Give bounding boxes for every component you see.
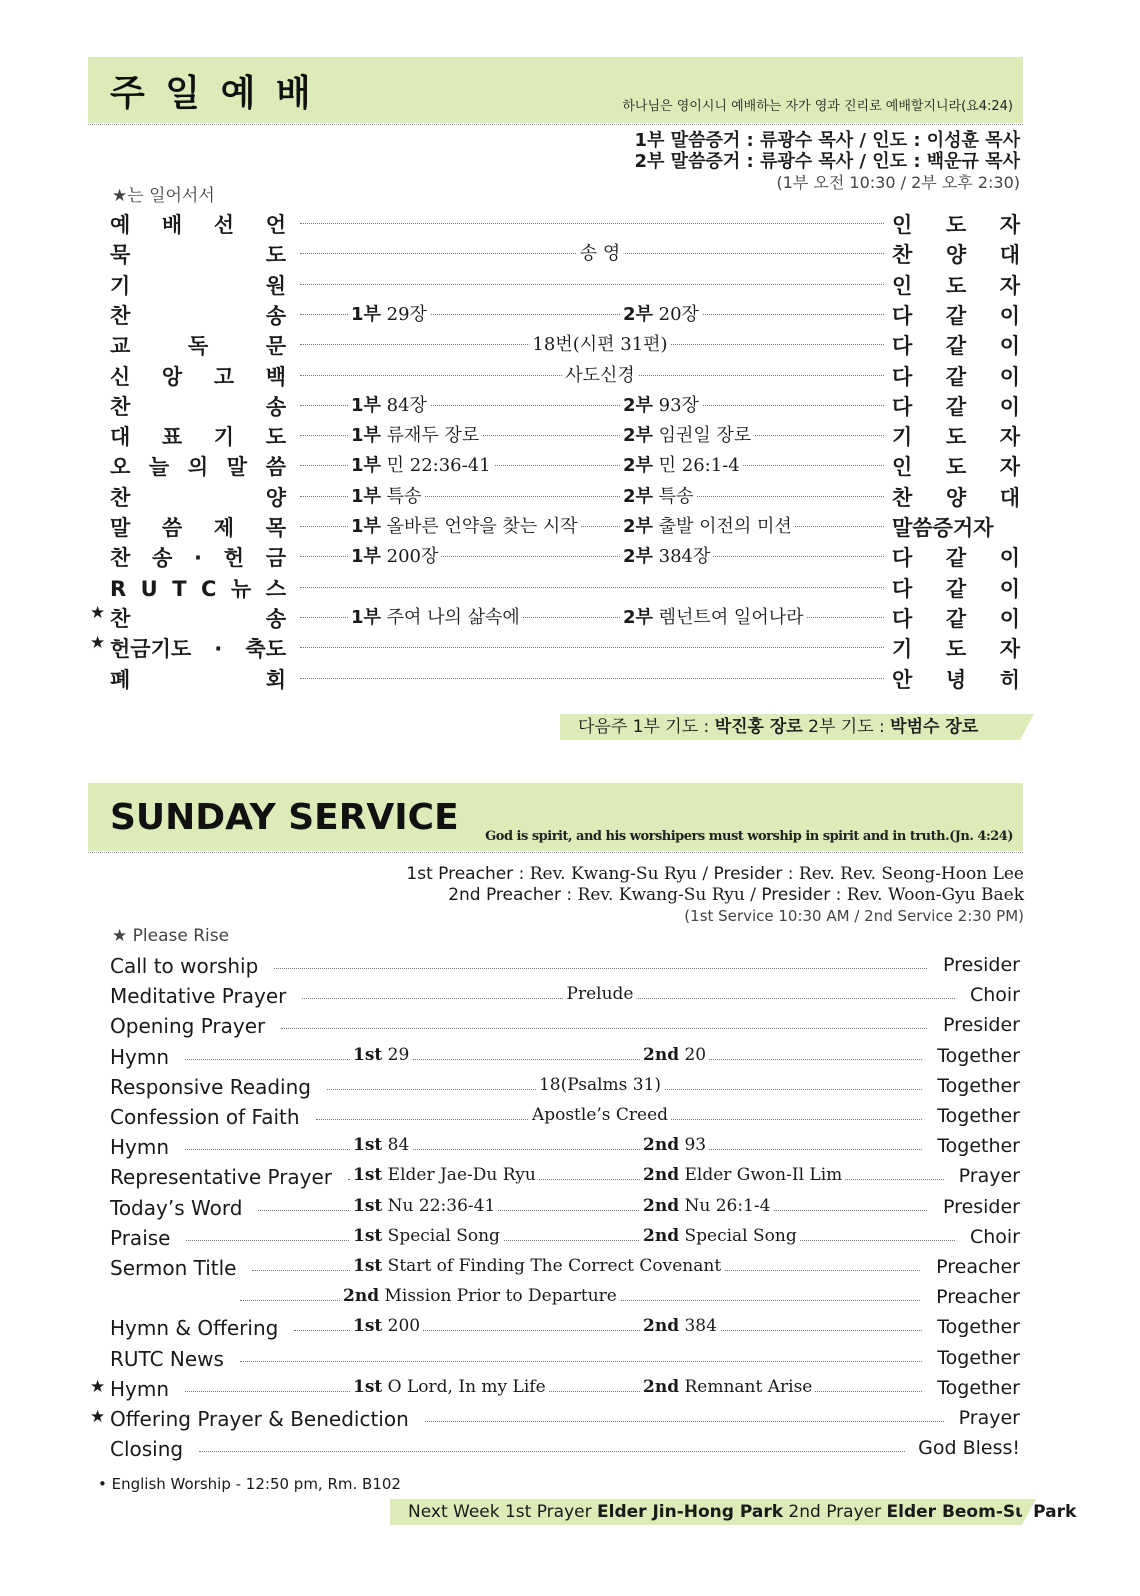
english-next-week-prefix-1: Next Week 1st Prayer — [408, 1502, 598, 1522]
en-service-row — [90, 1437, 1020, 1467]
service-item-role: Preacher — [936, 1286, 1020, 1309]
presider-1-label: Presider : — [713, 864, 799, 884]
en-service-row — [90, 954, 1020, 984]
service-item-label: 교 독 문 — [110, 334, 286, 359]
part-content: 84장 — [386, 394, 427, 416]
english-service-times: (1st Service 10:30 AM / 2nd Service 2:30 PM) — [684, 907, 1024, 925]
service-item-center-text — [536, 1075, 664, 1095]
part-content: 사도신경 — [565, 364, 635, 386]
preacher-2-label: 2nd Preacher : — [448, 885, 578, 905]
part-prefix: 2nd — [643, 1376, 680, 1397]
second-service-detail — [640, 1377, 815, 1397]
english-preacher-2 — [406, 885, 1024, 906]
en-service-row — [90, 1256, 1020, 1286]
service-item-label: Hymn — [110, 1044, 170, 1069]
service-item-label: Hymn — [110, 1135, 170, 1160]
en-service-row — [90, 1226, 1020, 1256]
part-prefix: 2nd — [343, 1286, 380, 1307]
ko-service-row — [90, 573, 1020, 603]
first-service-detail — [348, 391, 430, 417]
part-prefix: 1st — [353, 1195, 383, 1216]
second-service-detail — [620, 603, 806, 629]
service-item-label: 신 앙 고 백 — [110, 364, 286, 389]
dotted-leader — [199, 1451, 905, 1452]
service-item-role: 말씀증거자 — [892, 516, 994, 540]
service-item-role: 안 녕 히 — [892, 667, 1020, 692]
first-service-detail — [350, 1226, 503, 1246]
part-prefix: 2부 — [623, 485, 653, 507]
dotted-leader — [240, 1361, 922, 1362]
service-item-label: 폐 회 — [110, 667, 286, 692]
part-prefix: 2nd — [643, 1135, 680, 1156]
service-item-role: 인 도 자 — [892, 273, 1020, 298]
service-item-label: 찬 송 — [110, 606, 286, 631]
en-service-row — [90, 1347, 1020, 1377]
service-item-label: Confession of Faith — [110, 1105, 300, 1129]
part-prefix: 2부 — [623, 303, 653, 325]
en-service-row — [90, 1316, 1020, 1346]
first-service-detail — [350, 1165, 539, 1185]
part-content: 민 26:1-4 — [658, 455, 740, 477]
ko-service-row — [90, 421, 1020, 451]
rise-star-icon: ★ — [90, 602, 106, 623]
service-item-role: 다 같 이 — [892, 303, 1020, 328]
service-item-role: 인 도 자 — [892, 213, 1020, 237]
dotted-leader — [300, 647, 884, 648]
korean-service-times: (1부 오전 10:30 / 2부 오후 2:30) — [776, 173, 1020, 192]
second-service-detail — [620, 482, 696, 508]
service-item-role: Presider — [943, 954, 1020, 976]
part-content: 93 — [684, 1135, 707, 1156]
service-item-label: Praise — [110, 1225, 171, 1250]
english-next-week-name-2: Elder Beom-Su Park — [886, 1502, 1077, 1522]
ko-service-row — [90, 512, 1020, 542]
part-content: 29 — [387, 1044, 410, 1065]
service-item-role: 인 도 자 — [892, 455, 1020, 480]
service-item-label: 묵 도 — [110, 243, 286, 268]
service-item-role: Choir — [969, 1225, 1020, 1248]
part-content: 84 — [387, 1135, 410, 1156]
en-service-row — [90, 1135, 1020, 1165]
service-item-label: 헌금기도 · 축도 — [110, 637, 286, 662]
service-item-role: Prayer — [958, 1407, 1020, 1429]
korean-next-week-prefix-2: 2부 기도 : — [802, 717, 891, 737]
presider-2-value: Rev. Woon-Gyu Baek — [846, 885, 1024, 905]
part-prefix: 1st — [353, 1165, 383, 1186]
service-item-label: 예 배 선 언 — [110, 213, 286, 237]
dotted-leader — [185, 1149, 922, 1150]
rise-star-icon: ★ — [90, 1376, 106, 1397]
en-service-row — [90, 1165, 1020, 1195]
english-next-week-name-1: Elder Jin-Hong Park — [597, 1502, 784, 1522]
part-prefix: 1부 — [351, 606, 381, 628]
part-prefix: 1부 — [351, 516, 381, 537]
part-content: 29장 — [386, 303, 427, 325]
english-rise-note: ★ Please Rise — [112, 926, 230, 946]
part-content: 렘넌트여 일어나라 — [658, 606, 804, 628]
preacher-2-value: Rev. Kwang-Su Ryu / — [577, 885, 762, 905]
ko-service-row — [90, 300, 1020, 330]
part-content: 18번(시편 31편) — [532, 334, 668, 356]
second-service-detail — [620, 542, 713, 568]
rise-star-icon: ★ — [90, 1407, 106, 1427]
part-content: 20 — [684, 1044, 707, 1065]
en-service-row — [90, 1075, 1020, 1105]
part-prefix: 2nd — [643, 1165, 680, 1186]
part-content: Nu 26:1-4 — [684, 1195, 771, 1216]
service-item-role: 찬 양 대 — [892, 485, 1020, 510]
second-service-detail — [640, 1316, 720, 1336]
dotted-leader — [300, 587, 884, 588]
part-prefix: 1st — [353, 1135, 383, 1156]
second-service-detail — [640, 1135, 709, 1155]
service-item-center-text — [564, 984, 637, 1004]
service-item-label: Representative Prayer — [110, 1165, 333, 1190]
part-content: 류재두 장로 — [386, 425, 480, 447]
service-item-center-text — [529, 1105, 671, 1125]
part-prefix: 1부 — [351, 485, 381, 507]
ko-service-row — [90, 330, 1020, 360]
part-content: 올바른 언약을 찾는 시작 — [386, 516, 578, 537]
korean-next-week-name-1: 박진홍 장로 — [714, 717, 803, 737]
part-prefix: 1부 — [351, 455, 381, 477]
part-content: 200장 — [386, 546, 439, 568]
part-prefix: 2부 — [623, 546, 653, 568]
en-service-row — [90, 1105, 1020, 1135]
part-content: Special Song — [684, 1225, 797, 1246]
english-divider — [88, 852, 1023, 853]
service-item-role: 다 같 이 — [892, 364, 1020, 389]
part-prefix: 1부 — [351, 425, 381, 447]
en-service-row — [90, 1045, 1020, 1075]
part-content: 민 22:36-41 — [386, 455, 491, 477]
service-item-label: 말 씀 제 목 — [110, 516, 286, 540]
korean-divider — [88, 124, 1023, 125]
part-content: Start of Finding The Correct Covenant — [387, 1256, 722, 1276]
english-title-banner — [88, 783, 1023, 851]
ko-service-row — [90, 391, 1020, 421]
part-content: 출발 이전의 미션 — [658, 516, 792, 537]
service-item-role: God Bless! — [918, 1437, 1020, 1460]
part-prefix: 2nd — [643, 1044, 680, 1065]
service-item-role: Together — [937, 1044, 1020, 1067]
preacher-1-value: Rev. Kwang-Su Ryu / — [529, 864, 714, 884]
first-service-detail — [348, 421, 482, 447]
korean-next-week-banner — [560, 714, 1020, 740]
service-item-role: Presider — [943, 1195, 1020, 1218]
part-prefix: 2nd — [643, 1225, 680, 1246]
service-item-label: Responsive Reading — [110, 1074, 311, 1099]
part-content: Apostle’s Creed — [531, 1105, 669, 1125]
english-page-title: SUNDAY SERVICE — [110, 797, 459, 838]
second-service-detail — [620, 451, 743, 477]
english-preacher-1 — [406, 864, 1024, 885]
part-prefix: 1st — [353, 1376, 383, 1397]
service-item-role: Preacher — [936, 1256, 1020, 1278]
service-item-label: 찬 양 — [110, 485, 286, 510]
first-service-detail — [350, 1316, 423, 1336]
english-verse: God is spirit, and his worshipers must worship in spirit and in truth.(Jn. 4:24) — [485, 829, 1013, 844]
en-service-row — [90, 1014, 1020, 1044]
part-content: 384 — [684, 1316, 717, 1337]
ko-service-row — [90, 633, 1020, 663]
service-item-label: R U T C 뉴 스 — [110, 576, 286, 601]
banner-arrow-decoration — [1022, 1499, 1036, 1525]
service-item-role: 기 도 자 — [892, 637, 1020, 662]
service-item-label: RUTC News — [110, 1346, 224, 1371]
korean-preacher-info — [635, 130, 1021, 193]
service-item-label: Meditative Prayer — [110, 984, 287, 1009]
first-service-detail — [350, 1196, 498, 1216]
presider-2-label: Presider : — [761, 885, 847, 905]
korean-title-banner — [88, 57, 1023, 123]
part-content: Special Song — [387, 1225, 500, 1246]
dotted-leader — [300, 678, 884, 679]
service-item-role: Together — [937, 1316, 1020, 1339]
first-service-detail — [350, 1377, 549, 1397]
english-next-week-prefix-2: 2nd Prayer — [783, 1502, 887, 1522]
part-prefix: 1st — [353, 1044, 383, 1065]
service-item-label: Today’s Word — [110, 1195, 243, 1220]
korean-next-week-prefix-1: 다음주 1부 기도 : — [578, 717, 715, 737]
service-item-label: Opening Prayer — [110, 1014, 266, 1039]
part-content: Remnant Arise — [684, 1376, 813, 1397]
part-content: O Lord, In my Life — [387, 1376, 546, 1397]
first-service-detail — [350, 1256, 724, 1276]
part-prefix: 2부 — [623, 455, 653, 477]
ko-service-row — [90, 664, 1020, 694]
ko-service-row — [90, 603, 1020, 633]
en-service-row — [90, 1407, 1020, 1437]
part-content: 20장 — [658, 303, 699, 325]
service-item-role: 다 같 이 — [892, 606, 1020, 631]
en-service-row — [90, 984, 1020, 1014]
part-prefix: 2부 — [623, 425, 653, 447]
service-item-label: 찬 송 · 헌 금 — [110, 546, 286, 571]
en-service-row — [90, 1196, 1020, 1226]
service-item-label: 찬 송 — [110, 394, 286, 419]
first-service-detail — [340, 1286, 620, 1306]
korean-rise-note: ★는 일어서서 — [112, 186, 215, 206]
service-item-label: 대 표 기 도 — [110, 425, 286, 450]
service-item-label: Offering Prayer & Benediction — [110, 1407, 409, 1431]
service-item-label: 찬 송 — [110, 303, 286, 328]
korean-preacher-2: 2부 말씀증거 : 류광수 목사 / 인도 : 백운규 목사 — [634, 151, 1020, 172]
service-item-role: Together — [937, 1135, 1020, 1158]
service-item-role: Together — [937, 1346, 1020, 1369]
part-prefix: 1부 — [351, 546, 381, 568]
first-service-detail — [348, 512, 581, 538]
part-content: 384장 — [658, 546, 711, 568]
service-item-role: Prayer — [958, 1165, 1020, 1188]
en-service-row — [90, 1286, 1020, 1316]
ko-service-row — [90, 361, 1020, 391]
service-item-label: Closing — [110, 1437, 184, 1462]
korean-preacher-1: 1부 말씀증거 : 류광수 목사 / 인도 : 이성훈 목사 — [634, 130, 1020, 151]
service-item-label: Sermon Title — [110, 1256, 237, 1280]
dotted-leader — [300, 223, 884, 224]
part-prefix: 2부 — [623, 516, 653, 537]
service-item-role: Choir — [969, 984, 1020, 1007]
first-service-detail — [348, 542, 441, 568]
korean-verse: 하나님은 영이시니 예배하는 자가 영과 진리로 예배할지니라(요4:24) — [622, 99, 1013, 114]
first-service-detail — [350, 1135, 412, 1155]
part-content: 특송 — [386, 485, 422, 507]
service-item-role: Together — [937, 1105, 1020, 1127]
part-content: 임권일 장로 — [658, 425, 752, 447]
service-item-role: 기 도 자 — [892, 425, 1020, 450]
ko-service-row — [90, 270, 1020, 300]
dotted-leader — [281, 1028, 926, 1029]
part-prefix: 2nd — [643, 1195, 680, 1216]
english-worship-footnote: • English Worship - 12:50 pm, Rm. B102 — [98, 1475, 401, 1493]
part-content: 200 — [387, 1316, 421, 1337]
second-service-detail — [640, 1045, 709, 1065]
part-content: 18(Psalms 31) — [538, 1074, 662, 1095]
banner-arrow-decoration — [1020, 714, 1034, 740]
part-content: 특송 — [658, 485, 694, 507]
part-content: Nu 22:36-41 — [387, 1195, 496, 1216]
en-service-row — [90, 1377, 1020, 1407]
part-prefix: 1st — [353, 1316, 383, 1337]
service-item-center-text — [529, 330, 670, 356]
part-content: Elder Gwon-Il Lim — [684, 1165, 843, 1186]
ko-service-row — [90, 209, 1020, 239]
part-prefix: 1st — [353, 1225, 383, 1246]
first-service-detail — [350, 1045, 412, 1065]
english-preacher-info — [406, 864, 1024, 927]
first-service-detail — [348, 603, 523, 629]
service-item-role: Together — [937, 1376, 1020, 1399]
service-item-role: 찬 양 대 — [892, 243, 1020, 268]
part-prefix: 1st — [353, 1256, 383, 1276]
part-content: 송 영 — [579, 243, 621, 265]
korean-page-title: 주 일 예 배 — [110, 73, 315, 114]
first-service-detail — [348, 300, 430, 326]
part-prefix: 2부 — [623, 606, 653, 628]
rise-star-icon: ★ — [90, 633, 106, 654]
service-item-label: 오 늘 의 말 씀 — [110, 455, 286, 480]
ko-service-row — [90, 451, 1020, 481]
service-item-role: Together — [937, 1074, 1020, 1097]
part-content: 93장 — [658, 394, 699, 416]
english-next-week-banner — [390, 1499, 1077, 1525]
part-content: Mission Prior to Departure — [384, 1286, 617, 1307]
dotted-leader — [186, 1240, 954, 1241]
service-item-label: Hymn — [110, 1376, 170, 1401]
service-item-role: 다 같 이 — [892, 334, 1020, 359]
first-service-detail — [348, 482, 424, 508]
second-service-detail — [640, 1196, 773, 1216]
part-content: Prelude — [566, 984, 634, 1005]
dotted-leader — [274, 968, 926, 969]
korean-next-week-name-2: 박범수 장로 — [890, 717, 979, 737]
service-item-role: 다 같 이 — [892, 394, 1020, 419]
ko-service-row — [90, 482, 1020, 512]
presider-1-value: Rev. Rev. Seong-Hoon Lee — [798, 864, 1024, 884]
service-item-label: Call to worship — [110, 954, 259, 978]
first-service-detail — [348, 451, 494, 477]
second-service-detail — [620, 421, 754, 447]
dotted-leader — [185, 1059, 922, 1060]
service-item-center-text — [577, 239, 624, 265]
preacher-1-label: 1st Preacher : — [406, 864, 530, 884]
dotted-leader — [300, 284, 884, 285]
second-service-detail — [620, 391, 702, 417]
part-content: Elder Jae-Du Ryu — [387, 1165, 536, 1186]
second-service-detail — [620, 512, 795, 538]
ko-service-row — [90, 542, 1020, 572]
dotted-leader — [425, 1421, 944, 1422]
second-service-detail — [640, 1165, 845, 1185]
part-prefix: 1부 — [351, 303, 381, 325]
part-prefix: 1부 — [351, 394, 381, 416]
service-item-role: Presider — [943, 1014, 1020, 1037]
part-content: 주여 나의 삶속에 — [386, 606, 520, 628]
service-item-label: 기 원 — [110, 273, 286, 298]
service-item-role: 다 같 이 — [892, 546, 1020, 571]
service-item-label: Hymn & Offering — [110, 1316, 279, 1341]
second-service-detail — [620, 300, 702, 326]
service-item-role: 다 같 이 — [892, 576, 1020, 601]
ko-service-row — [90, 239, 1020, 269]
part-prefix: 2nd — [643, 1316, 680, 1337]
part-prefix: 2부 — [623, 394, 653, 416]
second-service-detail — [640, 1226, 800, 1246]
service-item-center-text — [562, 361, 638, 387]
